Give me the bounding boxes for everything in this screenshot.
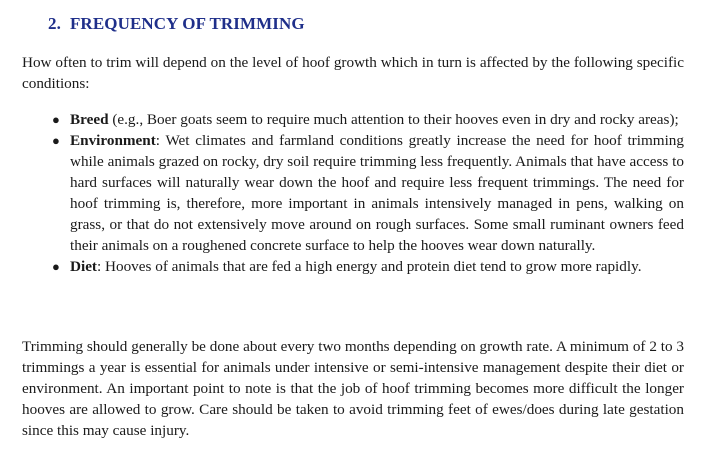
list-item-term: Environment — [70, 132, 156, 149]
list-item-diet — [50, 256, 684, 277]
bullet-icon: ● — [52, 112, 60, 127]
list-item-environment — [50, 130, 684, 256]
section-title: FREQUENCY OF TRIMMING — [69, 14, 305, 33]
list-item-term: Breed — [70, 111, 109, 128]
intro-paragraph: How often to trim will depend on the level of hoof growth which in turn is affected by the following specific conditions: — [22, 54, 684, 92]
bullet-icon: ● — [52, 133, 60, 148]
list-item-separator: : — [155, 132, 166, 149]
closing-paragraph: Trimming should generally be done about every two months depending on growth rate. A minimum of 2 to 3 trimmings a year is essential for animals under intensive or semi-intensive management despite their diet or environment. An important point to note is that the job of hoof trimming becomes more difficult the longer hooves are allowed to grow. Care should be taken to avoid trimming feet of ewes/does during late gestation since this may cause injury. — [22, 338, 684, 439]
section-heading — [48, 14, 305, 34]
list-item-breed — [50, 109, 684, 130]
bullet-icon: ● — [52, 259, 60, 274]
conditions-list — [50, 109, 684, 277]
section-number: 2. — [48, 14, 61, 33]
list-item-separator: : — [97, 258, 106, 275]
list-item-term: Diet — [70, 258, 97, 275]
list-item-text: (e.g., Boer goats seem to require much attention to their hooves even in dry and rocky areas); — [112, 111, 679, 128]
list-item-text: Wet climates and farmland conditions greatly increase the need for hoof trimming while animals grazed on rocky, dry soil require trimming less frequently. Animals that have access to hard surfaces will naturally wear down the hoof and require less frequent trimmings. The need for hoof trimming is, therefore, more important in animals intensively managed in pens, walking on grass, or that do not extensively move around on rough surfaces. Some small ruminant owners feed their animals on a roughened concrete surface to help the hooves wear down naturally. — [70, 132, 684, 254]
list-item-text: Hooves of animals that are fed a high energy and protein diet tend to grow more rapidly. — [105, 258, 642, 275]
